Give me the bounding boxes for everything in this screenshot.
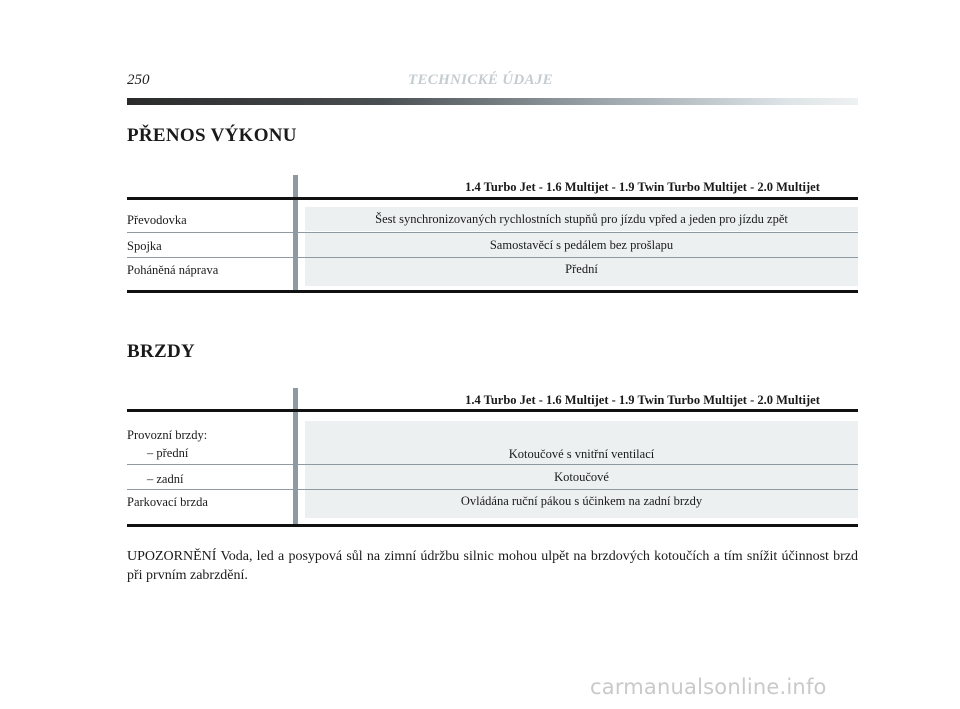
warning-text: Voda, led a posypová sůl na zimní údržbu silnic mohou ulpět na brzdových kotoučích a tím snížit účinnost brzd při prvním zabrzdění. [127,549,858,583]
section-heading-transmission: PŘENOS VÝKONU [127,125,297,146]
header-gradient-bar [127,98,858,105]
running-title: TECHNICKÉ ÚDAJE [408,72,553,88]
driven-axle-value: Přední [305,258,858,286]
transmission-table [127,175,858,295]
watermark: carmanualsonline.info [590,675,827,699]
engine-column-header: 1.4 Turbo Jet - 1.6 Multijet - 1.9 Twin Turbo Multijet - 2.0 Multijet [465,180,820,194]
parking-brake-label: Parkovací brzda [127,495,208,509]
table-top-rule [127,409,858,412]
section-heading-brakes: BRZDY [127,341,196,362]
brakes-table [127,388,858,530]
clutch-label: Spojka [127,239,162,253]
warning-label: UPOZORNĚNÍ [127,549,217,564]
warning-note [127,547,858,585]
driven-axle-label: Poháněná náprava [127,263,219,277]
front-brakes-label: – přední [147,446,189,460]
engine-column-header: 1.4 Turbo Jet - 1.6 Multijet - 1.9 Twin Turbo Multijet - 2.0 Multijet [465,393,820,407]
clutch-value: Samostavěcí s pedálem bez prošlapu [305,233,858,257]
page-number: 250 [127,72,150,88]
table-bottom-rule [127,524,858,527]
gearbox-value: Šest synchronizovaných rychlostních stupňů pro jízdu vpřed a jeden pro jízdu zpět [305,207,858,231]
service-brakes-label: Provozní brzdy: [127,428,208,442]
gearbox-label: Převodovka [127,213,187,227]
rear-brakes-value: Kotoučové [305,465,858,489]
front-brakes-value: Kotoučové s vnitřní ventilací [305,421,858,464]
table-top-rule [127,197,858,200]
parking-brake-value: Ovládána ruční pákou s účinkem na zadní brzdy [305,490,858,518]
table-bottom-rule [127,290,858,293]
table-column-divider [293,175,298,292]
rear-brakes-label: – zadní [147,472,184,486]
